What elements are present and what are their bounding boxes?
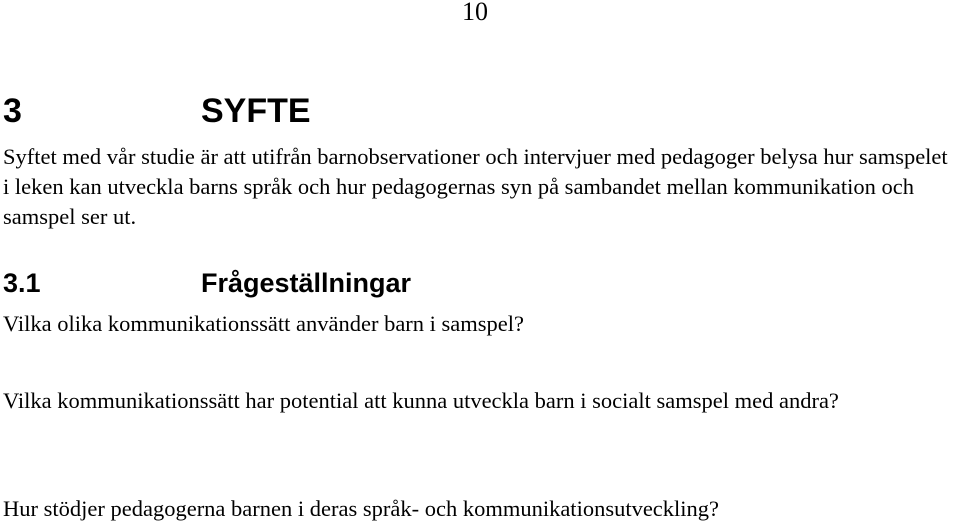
- research-question-3: Hur stödjer pedagogerna barnen i deras språk- och kommunikationsutveckling?: [3, 496, 720, 521]
- research-question-2: Vilka kommunikationssätt har potential att kunna utveckla barn i socialt samspel med andra?: [3, 388, 839, 413]
- subsection-title: Frågeställningar: [201, 268, 412, 298]
- research-question-1: Vilka olika kommunikationssätt använder barn i samspel?: [3, 311, 525, 336]
- section-title: SYFTE: [201, 92, 311, 130]
- page-number: 10: [462, 0, 488, 26]
- section-number: 3: [3, 92, 22, 130]
- subsection-number: 3.1: [3, 268, 41, 298]
- section-paragraph: Syftet med vår studie är att utifrån barnobservationer och intervjuer med pedagoger belysa hur samspelet i leken kan utveckla barns språk och hur pedagogernas syn på sambandet mellan kommunikation och samspel ser ut.: [3, 144, 948, 229]
